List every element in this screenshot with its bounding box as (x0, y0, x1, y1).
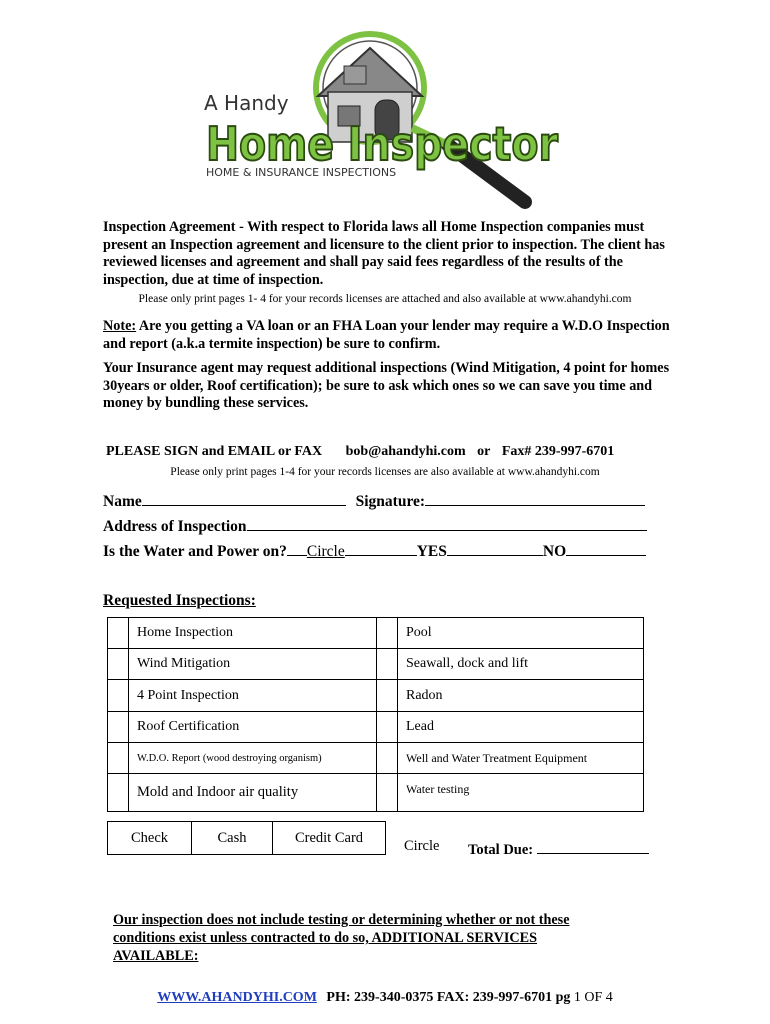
checkbox-cell[interactable] (377, 618, 398, 649)
table-row (108, 743, 644, 774)
check-option[interactable]: Check (108, 822, 192, 855)
agreement-paragraph: Inspection Agreement - With respect to Florida laws all Home Inspection companies must present an Inspection agreement and licensure to the client prior to inspection. The client has reviewed licenses and agreement and shall pay said fees regardless of the results of the inspection, due at time of inspection. (103, 219, 665, 288)
inspection-cell: Radon (398, 680, 644, 712)
checkbox-cell[interactable] (377, 680, 398, 712)
insurance-paragraph: Your Insurance agent may request additional inspections (Wind Mitigation, 4 point for homes 30years or older, Roof certification); be sure to ask which ones so we can save you time and money by bundling these services. (103, 360, 670, 411)
table-row (108, 822, 386, 855)
loan-note-paragraph (103, 318, 673, 353)
name-label: Name (103, 493, 142, 510)
inspection-cell: Wind Mitigation (129, 649, 377, 680)
address-row (103, 515, 647, 536)
checkbox-cell[interactable] (108, 680, 129, 712)
sign-instructions (106, 444, 614, 460)
checkbox-cell[interactable] (377, 649, 398, 680)
inspection-cell: 4 Point Inspection (129, 680, 377, 712)
cash-option[interactable]: Cash (192, 822, 273, 855)
please-sign-text: PLEASE SIGN and EMAIL or FAX (106, 444, 323, 459)
yes-blank (447, 540, 543, 556)
inspection-cell: Seawall, dock and lift (398, 649, 644, 680)
checkbox-cell[interactable] (377, 774, 398, 812)
table-row (108, 712, 644, 743)
inspection-cell: W.D.O. Report (wood destroying organism) (129, 743, 377, 774)
address-label: Address of Inspection (103, 518, 247, 535)
circle-label: Circle (306, 543, 345, 560)
total-due-field[interactable] (537, 838, 649, 854)
print-note-2: Please only print pages 1-4 for your records licenses are also available at www.ahandyhi.com (170, 466, 600, 478)
disclaimer-paragraph: Our inspection does not include testing or determining whether or not these conditions exist unless contracted to do so, ADDITIONAL SERVICES AVAILABLE: (113, 912, 570, 964)
inspection-cell: Home Inspection (129, 618, 377, 649)
table-row (108, 774, 644, 812)
checkbox-cell[interactable] (108, 743, 129, 774)
payment-circle-label: Circle (404, 838, 440, 854)
credit-card-option[interactable]: Credit Card (273, 822, 386, 855)
note-label: Note: (103, 318, 137, 334)
inspection-cell: Well and Water Treatment Equipment (398, 743, 644, 774)
footer-phone-fax: PH: 239-340-0375 FAX: 239-997-6701 (326, 990, 553, 1005)
name-field[interactable] (142, 490, 346, 506)
table-row (108, 649, 644, 680)
checkbox-cell[interactable] (108, 774, 129, 812)
note-text: Are you getting a VA loan or an FHA Loan your lender may require a W.D.O Inspection and report (a.k.a termite inspection) be sure to confirm. (103, 318, 670, 352)
inspection-cell: Water testing (398, 774, 644, 812)
page-footer (0, 990, 770, 1006)
checkbox-cell[interactable] (377, 743, 398, 774)
payment-table (107, 821, 386, 855)
company-logo (200, 30, 570, 210)
name-signature-row (103, 490, 645, 511)
inspection-cell: Mold and Indoor air quality (129, 774, 377, 812)
signature-field[interactable] (425, 490, 645, 506)
magnifier-house-logo (200, 30, 570, 210)
website-link[interactable]: WWW.AHANDYHI.COM (157, 990, 317, 1005)
inspections-table (107, 617, 644, 812)
inspection-cell: Pool (398, 618, 644, 649)
table-row (108, 680, 644, 712)
page-number: 1 OF 4 (573, 990, 613, 1005)
requested-inspections-title: Requested Inspections: (103, 592, 256, 609)
fax-number: Fax# 239-997-6701 (501, 444, 615, 459)
logo-tagline: HOME & INSURANCE INSPECTIONS (206, 166, 397, 179)
yes-option[interactable]: YES (416, 543, 447, 560)
checkbox-cell[interactable] (108, 649, 129, 680)
email-address[interactable]: bob@ahandyhi.com (345, 444, 466, 459)
inspection-cell: Lead (398, 712, 644, 743)
checkbox-cell[interactable] (108, 618, 129, 649)
checkbox-cell[interactable] (377, 712, 398, 743)
footer-pg: pg (555, 990, 571, 1005)
address-field[interactable] (247, 515, 647, 531)
circle-blank (345, 540, 417, 556)
table-row (108, 618, 644, 649)
no-blank (566, 540, 646, 556)
water-power-row (103, 540, 646, 561)
no-option[interactable]: NO (542, 543, 567, 560)
total-due-row (468, 838, 649, 859)
inspection-cell: Roof Certification (129, 712, 377, 743)
or-text: or (477, 444, 491, 459)
print-note-1: Please only print pages 1- 4 for your records licenses are attached and also available at www.ahandyhi.com (138, 293, 632, 305)
signature-label: Signature: (355, 493, 426, 510)
checkbox-cell[interactable] (108, 712, 129, 743)
water-blank[interactable] (287, 540, 307, 556)
logo-line2: Home Inspector (206, 117, 559, 171)
logo-line1: A Handy (204, 91, 289, 115)
total-due-label: Total Due: (468, 842, 534, 858)
water-power-label: Is the Water and Power on? (103, 543, 287, 560)
